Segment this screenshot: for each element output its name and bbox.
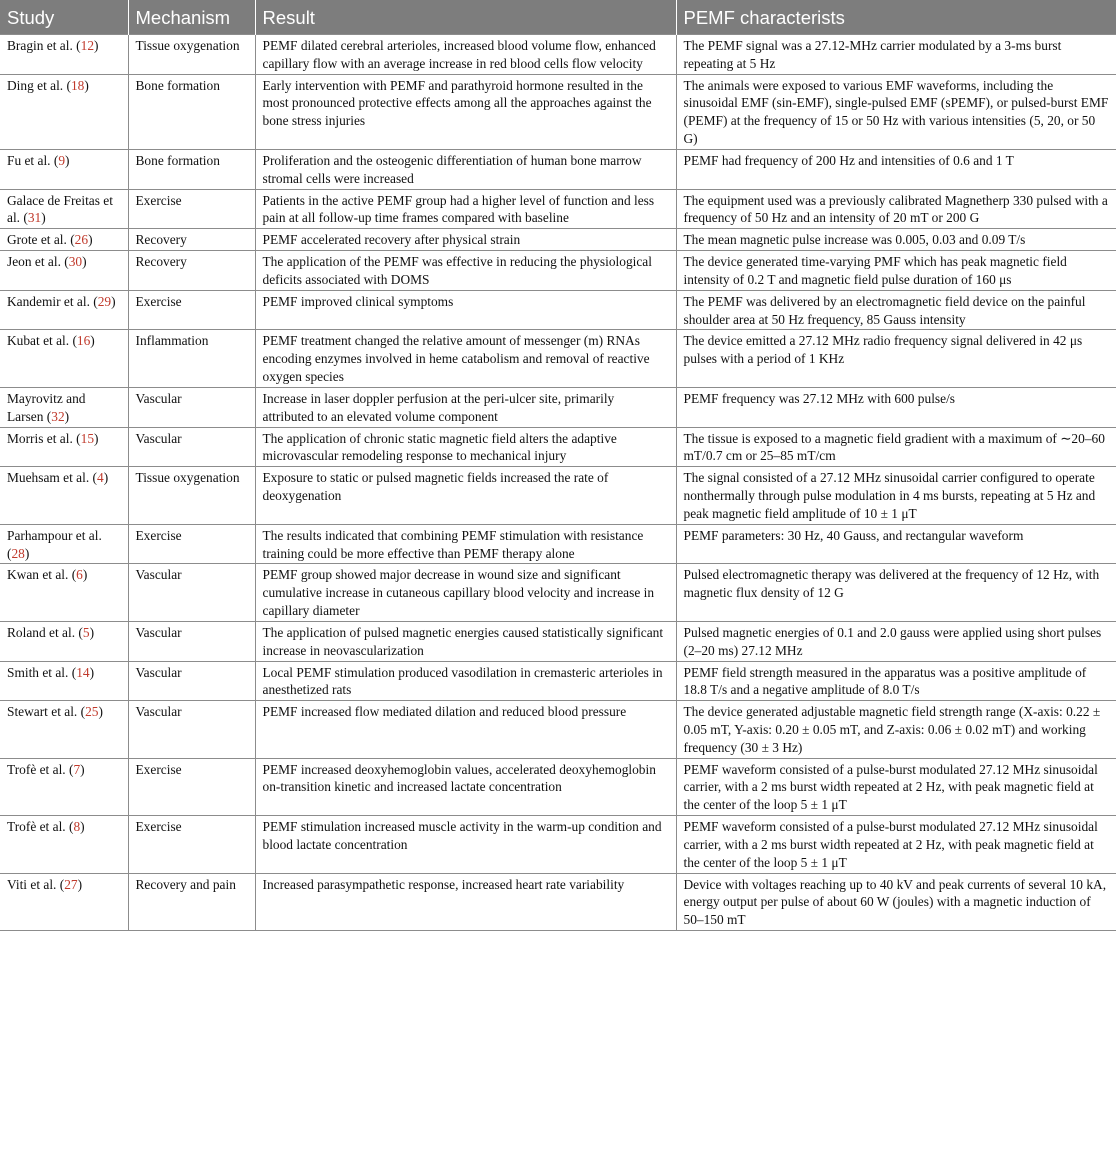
study-cell	[0, 290, 128, 330]
result-cell: Proliferation and the osteogenic differentiation of human bone marrow stromal cells were increased	[255, 149, 676, 189]
mechanism-cell: Vascular	[128, 427, 255, 467]
study-author: Morris et al. (	[7, 430, 81, 446]
mechanism-cell: Bone formation	[128, 74, 255, 149]
pemf-characteristics-cell: PEMF waveform consisted of a pulse-burst modulated 27.12 MHz sinusoidal carrier, with a 2 ms burst width repeated at 2 Hz, with peak magnetic field at the center of the loop 5 ± 1 μT	[676, 816, 1116, 873]
mechanism-cell: Vascular	[128, 387, 255, 427]
header-row	[0, 0, 1116, 35]
reference-link[interactable]: 29	[97, 293, 112, 309]
pemf-characteristics-cell: PEMF frequency was 27.12 MHz with 600 pulse/s	[676, 387, 1116, 427]
reference-link[interactable]: 5	[82, 624, 90, 640]
result-cell: The application of the PEMF was effective in reducing the physiological deficits associated with DOMS	[255, 251, 676, 291]
table-row	[0, 251, 1116, 291]
mechanism-cell: Tissue oxygenation	[128, 35, 255, 75]
result-cell: PEMF increased deoxyhemoglobin values, accelerated deoxyhemoglobin on-transition kinetic and increased lactate concentration	[255, 758, 676, 815]
study-author: Trofè et al. (	[7, 819, 74, 835]
study-author: Muehsam et al. (	[7, 470, 97, 486]
study-cell	[0, 758, 128, 815]
pemf-characteristics-cell: PEMF field strength measured in the apparatus was a positive amplitude of 18.8 T/s and a negative amplitude of 8.0 T/s	[676, 661, 1116, 701]
study-paren-close: )	[89, 664, 95, 680]
study-paren-close: )	[103, 470, 109, 486]
table-row	[0, 189, 1116, 229]
reference-link[interactable]: 9	[58, 152, 66, 168]
table-row	[0, 564, 1116, 621]
study-paren-close: )	[88, 232, 93, 248]
study-paren-close: )	[84, 77, 89, 93]
table-row	[0, 149, 1116, 189]
result-cell: Local PEMF stimulation produced vasodilation in cremasteric arterioles in anesthetized rats	[255, 661, 676, 701]
reference-link[interactable]: 28	[11, 545, 25, 561]
study-author: Kwan et al. (	[7, 567, 77, 583]
table-row	[0, 229, 1116, 251]
study-paren-close: )	[94, 38, 99, 53]
mechanism-cell: Exercise	[128, 524, 255, 564]
table-row	[0, 701, 1116, 758]
study-cell	[0, 524, 128, 564]
mechanism-cell: Inflammation	[128, 330, 255, 387]
study-paren-close: )	[111, 293, 116, 309]
study-cell	[0, 621, 128, 661]
study-cell	[0, 427, 128, 467]
header-pemf-characteristics: PEMF characterists	[676, 0, 1116, 35]
reference-link[interactable]: 30	[68, 254, 83, 270]
study-author: Viti et al. (	[7, 876, 65, 892]
study-cell	[0, 74, 128, 149]
reference-link[interactable]: 26	[74, 232, 89, 248]
pemf-characteristics-cell: PEMF parameters: 30 Hz, 40 Gauss, and rectangular waveform	[676, 524, 1116, 564]
study-cell	[0, 816, 128, 873]
study-paren-close: )	[64, 408, 70, 424]
mechanism-cell: Tissue oxygenation	[128, 467, 255, 524]
study-author: Bragin et al. (	[7, 38, 81, 53]
table-row	[0, 74, 1116, 149]
pemf-characteristics-cell: PEMF waveform consisted of a pulse-burst modulated 27.12 MHz sinusoidal carrier, with a 2 ms burst width repeated at 2 Hz, with peak magnetic field at the center of the loop 5 ± 1 μT	[676, 758, 1116, 815]
pemf-characteristics-cell: The PEMF signal was a 27.12-MHz carrier modulated by a 3-ms burst repeating at 5 Hz	[676, 35, 1116, 75]
study-cell	[0, 189, 128, 229]
study-paren-close: )	[77, 876, 83, 892]
pemf-characteristics-cell: The device generated adjustable magnetic field strength range (X-axis: 0.22 ± 0.05 mT, Y-axis: 0.20 ± 0.05 mT, and Z-axis: 0.06 ± 0.02 mT) and working frequency (30 ± 3 Hz)	[676, 701, 1116, 758]
study-author: Jeon et al. (	[7, 254, 69, 270]
pemf-characteristics-cell: The mean magnetic pulse increase was 0.005, 0.03 and 0.09 T/s	[676, 229, 1116, 251]
table-row	[0, 524, 1116, 564]
mechanism-cell: Exercise	[128, 758, 255, 815]
reference-link[interactable]: 8	[73, 819, 81, 835]
study-cell	[0, 149, 128, 189]
mechanism-cell: Bone formation	[128, 149, 255, 189]
reference-link[interactable]: 25	[85, 704, 99, 720]
result-cell: PEMF increased flow mediated dilation and reduced blood pressure	[255, 701, 676, 758]
mechanism-cell: Vascular	[128, 564, 255, 621]
study-author: Grote et al. (	[7, 232, 75, 248]
table-row	[0, 621, 1116, 661]
study-paren-close: )	[24, 545, 30, 561]
study-paren-close: )	[80, 819, 85, 835]
result-cell: Early intervention with PEMF and parathyroid hormone resulted in the most pronounced protective effects among all the approaches against the bone stress injuries	[255, 74, 676, 149]
study-author: Ding et al. (	[7, 77, 71, 93]
table-row	[0, 758, 1116, 815]
reference-link[interactable]: 31	[27, 210, 42, 226]
mechanism-cell: Exercise	[128, 816, 255, 873]
mechanism-cell: Exercise	[128, 189, 255, 229]
study-author: Trofè et al. (	[7, 761, 74, 777]
study-cell	[0, 467, 128, 524]
study-cell	[0, 35, 128, 75]
mechanism-cell: Recovery	[128, 251, 255, 291]
pemf-characteristics-cell: The equipment used was a previously calibrated Magnetherp 330 pulsed with a frequency of 50 Hz and an intensity of 20 mT or 200 G	[676, 189, 1116, 229]
study-cell	[0, 564, 128, 621]
reference-link[interactable]: 15	[80, 430, 95, 446]
mechanism-cell: Recovery and pain	[128, 873, 255, 930]
study-author: Kandemir et al. (	[7, 293, 98, 309]
table-row	[0, 816, 1116, 873]
result-cell: PEMF treatment changed the relative amount of messenger (m) RNAs encoding enzymes involved in heme catabolism and removal of reactive oxygen species	[255, 330, 676, 387]
study-author: Fu et al. (	[7, 152, 59, 168]
reference-link[interactable]: 27	[64, 876, 78, 892]
pemf-characteristics-cell: The device emitted a 27.12 MHz radio frequency signal delivered in 42 μs pulses with a period of 1 KHz	[676, 330, 1116, 387]
study-author: Mayrovitz and Larsen (	[7, 390, 86, 424]
pemf-characteristics-cell: Device with voltages reaching up to 40 kV and peak currents of several 10 kA, energy output per pulse of about 60 W (joules) with a magnetic induction of 50–150 mT	[676, 873, 1116, 930]
study-cell	[0, 229, 128, 251]
result-cell: PEMF group showed major decrease in wound size and significant cumulative increase in cutaneous capillary blood velocity and increase in capillary diameter	[255, 564, 676, 621]
table-row	[0, 467, 1116, 524]
study-paren-close: )	[82, 254, 87, 270]
reference-link[interactable]: 4	[97, 470, 104, 486]
study-paren-close: )	[41, 210, 46, 226]
pemf-characteristics-cell: Pulsed electromagnetic therapy was delivered at the frequency of 12 Hz, with magnetic flux density of 12 G	[676, 564, 1116, 621]
pemf-characteristics-cell: The PEMF was delivered by an electromagnetic field device on the painful shoulder area at 50 Hz frequency, 85 Gauss intensity	[676, 290, 1116, 330]
study-paren-close: )	[80, 761, 85, 777]
study-author: Parhampour et al. (	[7, 527, 102, 561]
study-paren-close: )	[89, 624, 95, 640]
study-cell	[0, 330, 128, 387]
study-cell	[0, 661, 128, 701]
study-cell	[0, 387, 128, 427]
table-row	[0, 35, 1116, 75]
result-cell: Increase in laser doppler perfusion at the peri-ulcer site, primarily attributed to an elevated volume component	[255, 387, 676, 427]
result-cell: Exposure to static or pulsed magnetic fields increased the rate of deoxygenation	[255, 467, 676, 524]
study-author: Roland et al. (	[7, 624, 83, 640]
header-result: Result	[255, 0, 676, 35]
reference-link[interactable]: 12	[80, 38, 95, 53]
pemf-characteristics-cell: The signal consisted of a 27.12 MHz sinusoidal carrier configured to operate nonthermally through pulse modulation in 4 ms bursts, repeating at 5 Hz and peak magnetic field amplitude of 10 ± 1 μT	[676, 467, 1116, 524]
mechanism-cell: Vascular	[128, 661, 255, 701]
study-paren-close: )	[90, 333, 95, 349]
result-cell: PEMF accelerated recovery after physical strain	[255, 229, 676, 251]
table-row	[0, 427, 1116, 467]
result-cell: Patients in the active PEMF group had a higher level of function and less pain at all follow-up time frames compared with baseline	[255, 189, 676, 229]
mechanism-cell: Vascular	[128, 621, 255, 661]
result-cell: PEMF stimulation increased muscle activity in the warm-up condition and blood lactate concentration	[255, 816, 676, 873]
reference-link[interactable]: 18	[70, 77, 85, 93]
study-paren-close: )	[94, 430, 99, 446]
reference-link[interactable]: 32	[51, 408, 65, 424]
reference-link[interactable]: 6	[76, 567, 83, 583]
study-author: Galace de Freitas et al. (	[7, 192, 113, 226]
study-paren-close: )	[98, 704, 103, 720]
study-paren-close: )	[65, 152, 70, 168]
mechanism-cell: Vascular	[128, 701, 255, 758]
study-cell	[0, 701, 128, 758]
pemf-characteristics-cell: The animals were exposed to various EMF waveforms, including the sinusoidal EMF (sin-EMF), single-pulsed EMF (sPEMF), or pulsed-burst EMF (PEMF) at the frequency of 15 or 50 Hz with various intensities (5, 20, or 50 G)	[676, 74, 1116, 149]
pemf-characteristics-cell: The device generated time-varying PMF which has peak magnetic field intensity of 0.2 T and magnetic field pulse duration of 160 μs	[676, 251, 1116, 291]
result-cell: The results indicated that combining PEMF stimulation with resistance training could be more effective than PEMF therapy alone	[255, 524, 676, 564]
reference-link[interactable]: 16	[76, 333, 91, 349]
mechanism-cell: Recovery	[128, 229, 255, 251]
table-row	[0, 290, 1116, 330]
reference-link[interactable]: 14	[76, 664, 90, 680]
table-body	[0, 35, 1116, 931]
table-row	[0, 873, 1116, 930]
result-cell: The application of chronic static magnetic field alters the adaptive microvascular remodeling response to mechanical injury	[255, 427, 676, 467]
result-cell: PEMF dilated cerebral arterioles, increased blood volume flow, enhanced capillary flow with an average increase in red blood cells flow velocity	[255, 35, 676, 75]
result-cell: PEMF improved clinical symptoms	[255, 290, 676, 330]
table-row	[0, 661, 1116, 701]
mechanism-cell: Exercise	[128, 290, 255, 330]
result-cell: Increased parasympathetic response, increased heart rate variability	[255, 873, 676, 930]
pemf-characteristics-cell: The tissue is exposed to a magnetic field gradient with a maximum of ∼20–60 mT/0.7 cm or 25–85 mT/cm	[676, 427, 1116, 467]
pemf-characteristics-cell: PEMF had frequency of 200 Hz and intensities of 0.6 and 1 T	[676, 149, 1116, 189]
study-paren-close: )	[82, 567, 88, 583]
header-study: Study	[0, 0, 128, 35]
pemf-characteristics-cell: Pulsed magnetic energies of 0.1 and 2.0 gauss were applied using short pulses (2–20 ms) 27.12 MHz	[676, 621, 1116, 661]
table-row	[0, 387, 1116, 427]
study-author: Kubat et al. (	[7, 333, 77, 349]
table-row	[0, 330, 1116, 387]
study-cell	[0, 251, 128, 291]
result-cell: The application of pulsed magnetic energies caused statistically significant increase in neovascularization	[255, 621, 676, 661]
study-author: Smith et al. (	[7, 664, 77, 680]
reference-link[interactable]: 7	[73, 761, 81, 777]
study-cell	[0, 873, 128, 930]
study-author: Stewart et al. (	[7, 704, 86, 720]
header-mechanism: Mechanism	[128, 0, 255, 35]
